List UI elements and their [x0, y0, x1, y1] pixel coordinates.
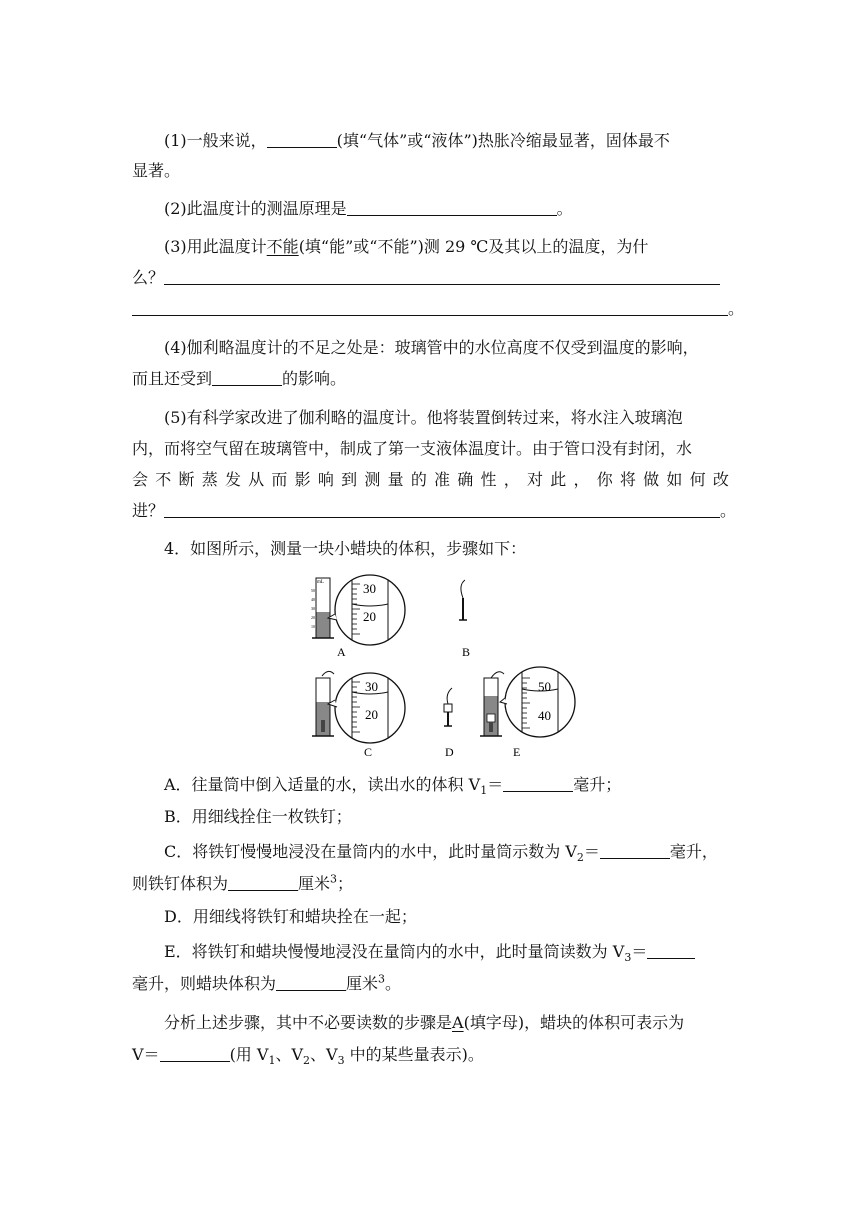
q3-part5-spaced-char: 而	[271, 470, 288, 489]
q4-analysis-text-6: 中的某些量表示)。	[344, 1045, 484, 1064]
q4-v3-blank[interactable]	[647, 940, 695, 959]
zoom-a-bottom-label: 20	[363, 609, 376, 624]
q3-part5-spaced-char: 改	[712, 470, 729, 489]
q3-part5-spaced-char: 测	[364, 470, 381, 489]
q3-part5-spaced-char: 断	[178, 470, 195, 489]
q4-step-c-unit: 毫升，	[669, 842, 718, 861]
q4-step-b: B．用细线拴住一枚铁钉；	[164, 807, 352, 826]
q3-part2-blank[interactable]	[347, 197, 557, 216]
q3-part3-line1	[164, 235, 648, 259]
q4-step-e-sup: 3	[378, 972, 386, 986]
q3-part5-spaced-char: 性	[480, 470, 497, 489]
q3-part5-text-d: 进？	[132, 501, 165, 520]
q3-part1-text-b: (填“气体”或“液体”)热胀冷缩最显著，固体最不	[336, 131, 670, 150]
q4-step-c-text-2: 则铁钉体积为	[132, 874, 229, 893]
q4-step-c-line1	[164, 840, 718, 864]
q3-part2-text: (2)此温度计的测温原理是	[164, 199, 347, 218]
q3-part4-line1: (4)伽利略温度计的不足之处是：玻璃管中的水位高度不仅受到温度的影响，	[164, 338, 699, 357]
q4-step-d: D．用细线将铁钉和蜡块拴在一起；	[164, 907, 417, 926]
q3-part5-spaced-char: 响	[317, 470, 334, 489]
zoom-circle-e	[500, 667, 575, 737]
q4-v2-blank[interactable]	[600, 840, 670, 859]
figure-label-a: A	[337, 645, 346, 659]
q4-step-a-unit: 毫升；	[573, 775, 622, 794]
q4-step-c-eq: ＝	[583, 842, 600, 861]
q3-part3-text-c: 么？	[132, 268, 165, 287]
q3-part1-text-a: (1)一般来说，	[164, 131, 267, 150]
zoom-a-top-label: 30	[363, 581, 376, 596]
q3-part5-spaced-char: 蒸	[201, 470, 218, 489]
q3-part1-line2: 显著。	[132, 161, 181, 180]
zoom-c-bottom-label: 20	[365, 707, 378, 722]
q4-step-a-text: A．往量筒中倒入适量的水，读出水的体积 V	[164, 775, 481, 794]
figure-label-d: D	[445, 745, 454, 759]
q4-analysis-answer: A	[452, 1013, 464, 1032]
q4-step-c-unit-2: 厘米	[298, 874, 331, 893]
cylinder-a-scale-10: 10	[311, 624, 315, 629]
q3-part3-text-b: (填“能”或“不能”)测 29 ℃及其以上的温度，为什	[298, 237, 649, 256]
q3-part5-spaced-char: 发	[224, 470, 241, 489]
figure-label-c: C	[364, 745, 373, 759]
q4-step-e-text-2: 毫升，则蜡块体积为	[132, 974, 277, 993]
q4-analysis-sub-1: 1	[268, 1054, 276, 1068]
q3-part3-line2	[132, 266, 720, 290]
q3-part3-text-a: (3)用此温度计	[164, 237, 267, 256]
q4-analysis-line2	[132, 1043, 484, 1067]
measurement-figure	[308, 570, 588, 764]
q3-part3-end: 。	[728, 299, 745, 318]
q4-step-e-unit: 厘米	[346, 974, 379, 993]
q4-nail-volume-blank[interactable]	[228, 872, 298, 891]
q4-step-e-end: 。	[385, 974, 402, 993]
q3-part3-answer: 不能	[266, 237, 299, 256]
q3-part5-line4	[132, 499, 736, 523]
q3-part5-spaced-char: 不	[155, 470, 172, 489]
q4-analysis-text-4: 、V	[275, 1045, 304, 1064]
q4-analysis-text-2: (填字母)，蜡块的体积可表示为	[463, 1013, 685, 1032]
q4-step-c-sub: 2	[576, 851, 584, 865]
zoom-c-top-label: 30	[365, 679, 378, 694]
q3-part5-spaced-char: 此	[550, 470, 567, 489]
q3-part5-spaced-char: 对	[526, 470, 543, 489]
q3-part5-spaced-char: 将	[619, 470, 636, 489]
q4-analysis-v-eq: V＝	[132, 1045, 160, 1064]
q3-part4-line2	[132, 367, 346, 391]
q3-part3-blank-1[interactable]	[164, 266, 720, 285]
q3-part5-spaced-char: 到	[341, 470, 358, 489]
q4-v-expression-blank[interactable]	[160, 1043, 230, 1062]
q3-part2-end: 。	[556, 199, 573, 218]
q3-part5-spaced-char: 量	[387, 470, 404, 489]
cylinder-a-scale-40: 40	[311, 597, 315, 602]
zoom-e-bottom-label: 40	[538, 708, 551, 723]
q3-part5-spaced-char: ，	[573, 470, 590, 489]
cylinder-e	[480, 672, 504, 736]
q3-part5-spaced-char: 会	[132, 470, 149, 489]
q3-part3-blank-2[interactable]	[132, 297, 728, 316]
q4-analysis-text-5: 、V	[310, 1045, 338, 1064]
q4-v1-blank[interactable]	[503, 773, 573, 792]
q4-step-e-eq: ＝	[631, 942, 648, 961]
q4-analysis-line1	[164, 1011, 684, 1035]
q4-step-c-line2	[132, 872, 353, 896]
q4-step-a-eq: ＝	[487, 775, 504, 794]
q3-part5-spaced-char: 影	[294, 470, 311, 489]
q4-step-e-sub: 3	[624, 951, 632, 965]
q3-part3-line3	[132, 297, 744, 321]
cylinder-a-unit: mL	[317, 580, 324, 585]
q4-step-c-end: ；	[337, 874, 354, 893]
nail-and-wax-d	[444, 688, 452, 726]
q3-part4-text-c: 的影响。	[282, 369, 347, 388]
q4-step-e-line1	[164, 940, 695, 964]
q3-part5-spaced-char: 何	[689, 470, 706, 489]
q4-step-a	[164, 773, 621, 797]
q4-wax-volume-blank[interactable]	[276, 972, 346, 991]
q3-part5-spaced-char: 如	[666, 470, 683, 489]
q3-part5-line2: 内，而将空气留在玻璃管中，制成了第一支液体温度计。由于管口没有封闭，水	[132, 439, 693, 458]
q4-step-e-line2	[132, 972, 401, 996]
q3-part1-line1	[164, 129, 670, 153]
figure-label-e: E	[513, 745, 521, 759]
q4-analysis-text: 分析上述步骤，其中不必要读数的步骤是	[164, 1013, 453, 1032]
q3-part2-line	[164, 197, 573, 221]
q3-part5-line1: (5)有科学家改进了伽利略的温度计。他将装置倒转过来，将水注入玻璃泡	[164, 408, 683, 427]
cylinder-a-scale-50: 50	[311, 588, 315, 593]
cylinder-a-scale-30: 30	[311, 606, 315, 611]
q4-step-c-sup: 3	[330, 872, 338, 886]
zoom-circle-c	[328, 673, 405, 743]
figure-label-b: B	[462, 645, 471, 659]
q3-part5-blank[interactable]	[164, 499, 720, 518]
q3-part5-spaced-char: 准	[434, 470, 451, 489]
q4-step-a-sub: 1	[480, 784, 488, 798]
figure-svg	[308, 570, 588, 764]
nail-b	[459, 580, 467, 620]
q4-step-e-text: E．将铁钉和蜡块慢慢地浸没在量筒内的水中，此时量筒读数为 V	[164, 942, 625, 961]
zoom-circle-a	[328, 575, 405, 645]
q4-analysis-text-3: (用 V	[229, 1045, 269, 1064]
q4-analysis-sub-3: 3	[337, 1054, 345, 1068]
zoom-e-top-label: 50	[538, 679, 551, 694]
cylinder-a	[311, 578, 334, 638]
q3-part5-line3	[132, 468, 729, 492]
q3-part5-spaced-char: 你	[596, 470, 613, 489]
q4-step-c-text: C．将铁钉慢慢地浸没在量筒内的水中，此时量筒示数为 V	[164, 842, 577, 861]
q3-part5-spaced-char: 确	[457, 470, 474, 489]
q3-part5-spaced-char: 从	[248, 470, 265, 489]
cylinder-a-scale-20: 20	[311, 615, 315, 620]
q3-part5-spaced-char: 的	[410, 470, 427, 489]
q3-part5-spaced-char: ，	[503, 470, 520, 489]
q3-part5-end: 。	[720, 501, 737, 520]
q4-analysis-sub-2: 2	[303, 1054, 311, 1068]
q3-part4-text-b: 而且还受到	[132, 369, 213, 388]
q3-part4-blank[interactable]	[212, 367, 282, 386]
q3-part1-blank[interactable]	[267, 129, 337, 148]
q3-part5-spaced-char: 做	[643, 470, 660, 489]
q4-intro: 4．如图所示，测量一块小蜡块的体积，步骤如下：	[164, 539, 527, 558]
